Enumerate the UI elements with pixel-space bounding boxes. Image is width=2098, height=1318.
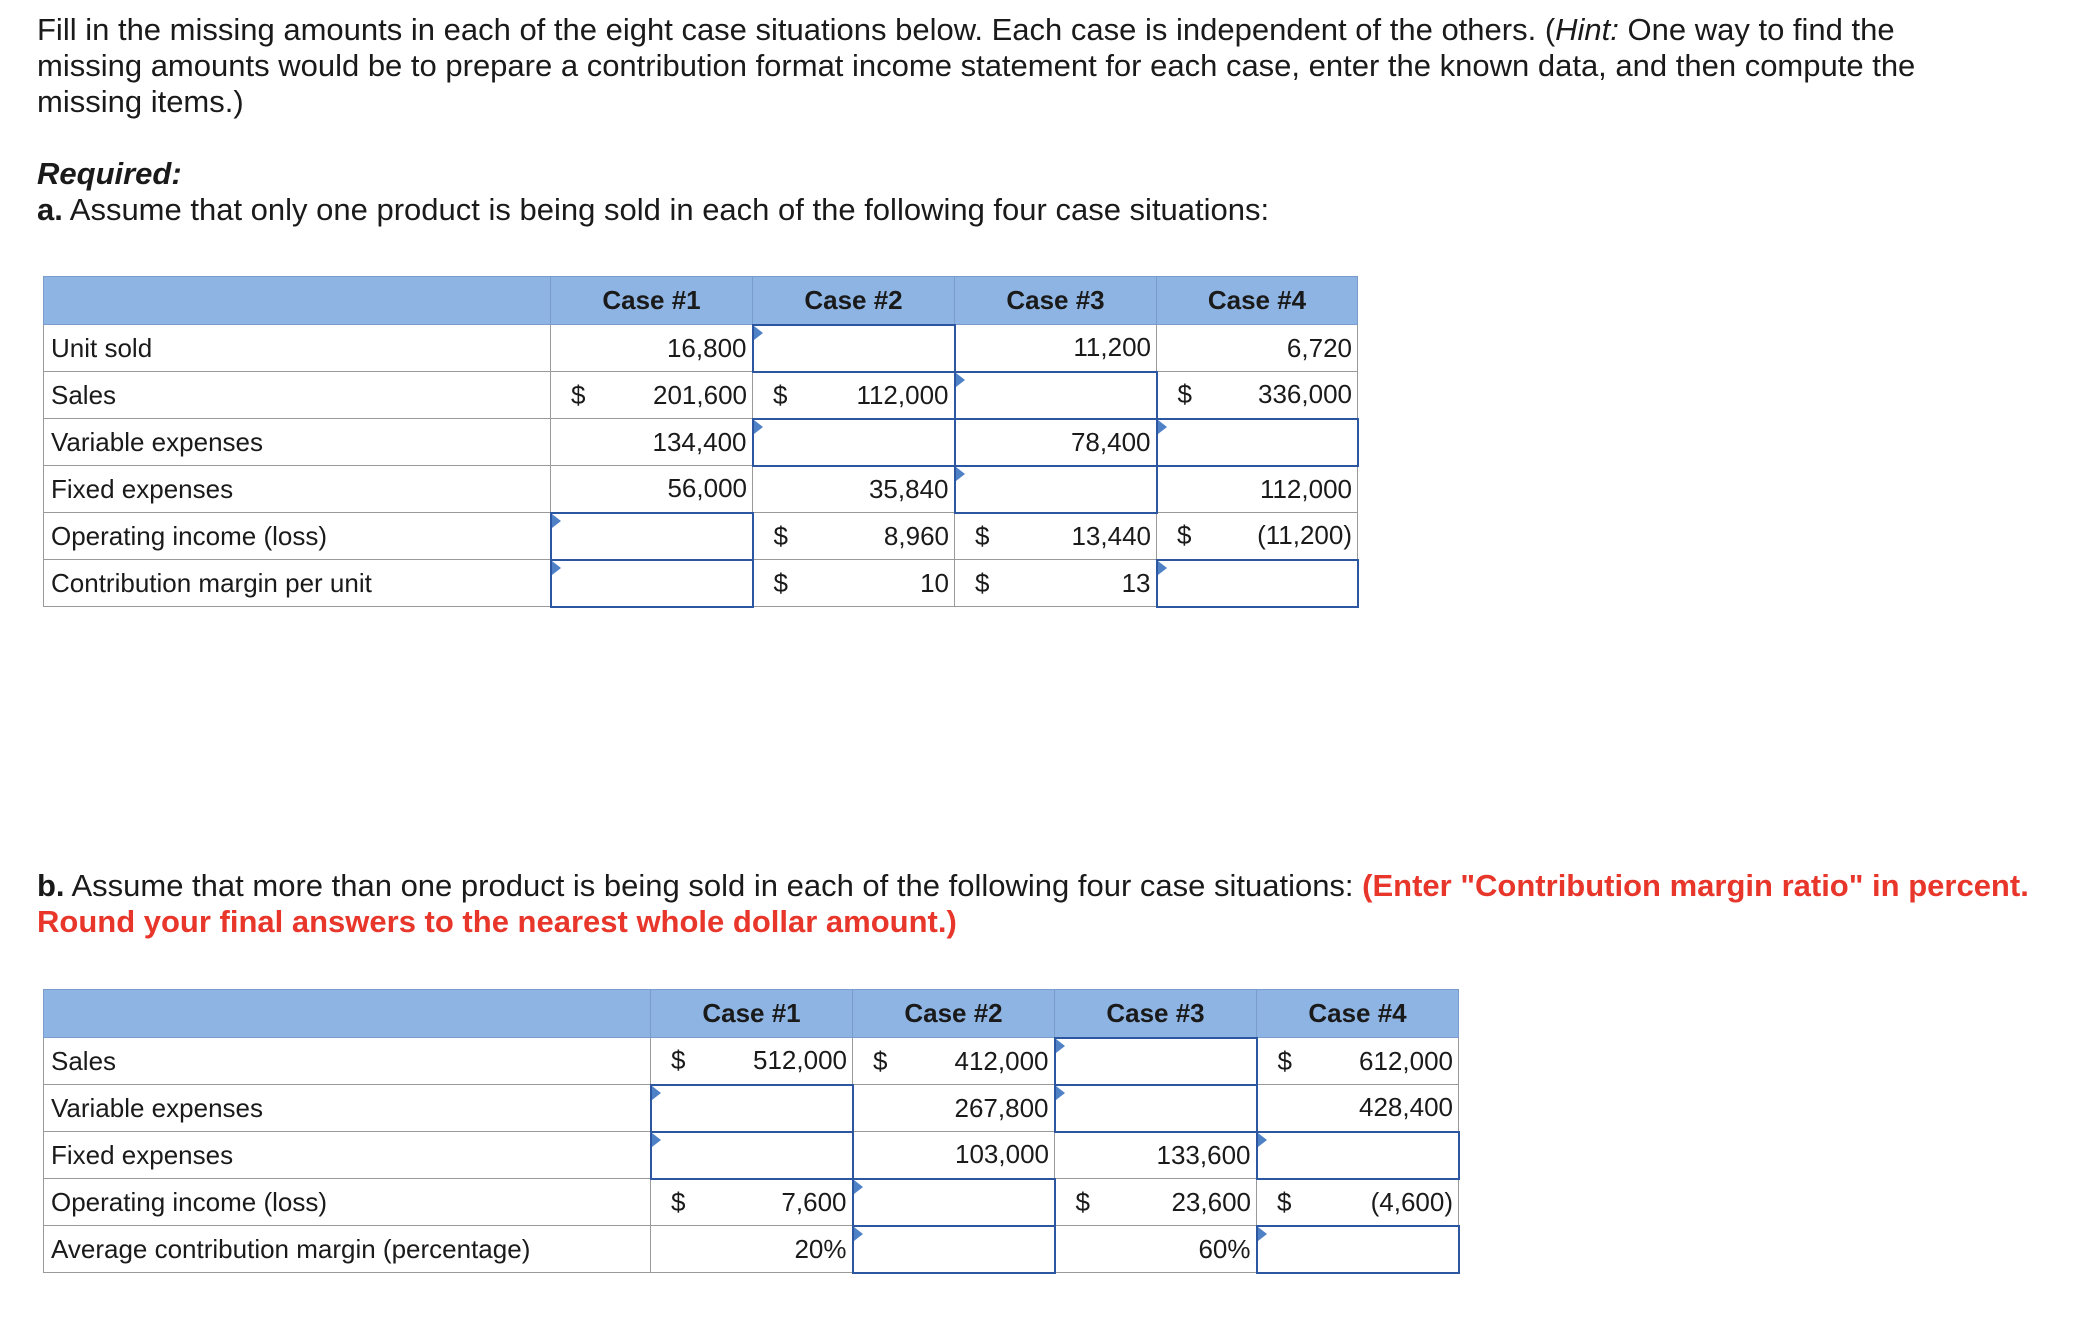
- intro-hint-text: One way to find the missing amounts would be to prepare a contribution format income statement for each case, enter the known data, and then compute the missing items.): [37, 12, 1916, 119]
- b-case-3-operating-income: 23,600: [1109, 1179, 1257, 1226]
- row-label-fixed-expenses: Fixed expenses: [44, 1132, 651, 1179]
- dollar-sign: $: [853, 1038, 907, 1085]
- b-case-4-variable-expenses: 428,400: [1257, 1085, 1459, 1132]
- dollar-sign: $: [651, 1038, 705, 1085]
- b-case-4-sales: 612,000: [1311, 1038, 1459, 1085]
- case-3-sales-input[interactable]: [955, 372, 1157, 419]
- case-2-sales: 112,000: [807, 372, 955, 419]
- case-2-variable-expenses-input[interactable]: [753, 419, 955, 466]
- case-2-cm-per-unit: 10: [807, 560, 955, 607]
- case-4-variable-expenses-input[interactable]: [1157, 419, 1358, 466]
- part-b-header-case-4: Case #4: [1257, 990, 1459, 1038]
- case-3-fixed-expenses-input[interactable]: [955, 466, 1157, 513]
- dollar-sign: $: [551, 372, 605, 419]
- case-1-sales: 201,600: [605, 372, 753, 419]
- table-row: [44, 1038, 1459, 1085]
- case-1-fixed-expenses: 56,000: [551, 466, 753, 513]
- b-case-2-operating-income-input[interactable]: [853, 1179, 1055, 1226]
- part-b-header-case-1: Case #1: [651, 990, 853, 1038]
- required-heading: Required:: [37, 156, 182, 191]
- case-4-operating-income: (11,200): [1211, 513, 1358, 560]
- b-case-1-sales: 512,000: [705, 1038, 853, 1085]
- case-2-units-sold-input[interactable]: [753, 325, 955, 372]
- table-row: [44, 560, 1358, 607]
- case-4-fixed-expenses: 112,000: [1157, 466, 1358, 513]
- part-b-header-case-3: Case #3: [1055, 990, 1257, 1038]
- case-1-cm-per-unit-input[interactable]: [551, 560, 753, 607]
- row-label-avg-cm-percentage: Average contribution margin (percentage): [44, 1226, 651, 1273]
- row-label-variable-expenses: Variable expenses: [44, 419, 551, 466]
- b-case-3-variable-expenses-input[interactable]: [1055, 1085, 1257, 1132]
- dollar-sign: $: [651, 1179, 705, 1226]
- case-3-cm-per-unit: 13: [1009, 560, 1157, 607]
- case-4-units-sold: 6,720: [1157, 325, 1358, 372]
- part-a-header-case-3: Case #3: [955, 277, 1157, 325]
- b-case-1-fixed-expenses-input[interactable]: [651, 1132, 853, 1179]
- table-row: [44, 325, 1358, 372]
- dollar-sign: $: [1257, 1179, 1311, 1226]
- b-case-2-variable-expenses: 267,800: [853, 1085, 1055, 1132]
- part-a-header-row: [44, 277, 1358, 325]
- part-b-header-row: [44, 990, 1459, 1038]
- b-case-3-avg-cm: 60%: [1055, 1226, 1257, 1273]
- part-b-letter: b.: [37, 868, 65, 903]
- table-row: [44, 513, 1358, 560]
- table-row: [44, 419, 1358, 466]
- part-a-header-blank: [44, 277, 551, 325]
- part-b-red-instruction: (Enter "Contribution margin ratio" in percent. Round your final answers to the nearest whole dollar amount.): [37, 868, 2029, 939]
- row-label-cm-per-unit: Contribution margin per unit: [44, 560, 551, 607]
- case-4-cm-per-unit-input[interactable]: [1157, 560, 1358, 607]
- case-1-operating-income-input[interactable]: [551, 513, 753, 560]
- part-a-letter: a.: [37, 192, 63, 227]
- table-row: [44, 1085, 1459, 1132]
- case-3-units-sold: 11,200: [955, 325, 1157, 372]
- b-case-4-fixed-expenses-input[interactable]: [1257, 1132, 1459, 1179]
- table-row: [44, 466, 1358, 513]
- instructions-paragraph: [37, 12, 1997, 120]
- case-2-operating-income: 8,960: [807, 513, 955, 560]
- b-case-1-avg-cm: 20%: [651, 1226, 853, 1273]
- b-case-3-fixed-expenses: 133,600: [1055, 1132, 1257, 1179]
- b-case-4-operating-income: (4,600): [1311, 1179, 1459, 1226]
- table-row: [44, 1226, 1459, 1273]
- b-case-3-sales-input[interactable]: [1055, 1038, 1257, 1085]
- case-1-units-sold: 16,800: [551, 325, 753, 372]
- b-case-4-avg-cm-input[interactable]: [1257, 1226, 1459, 1273]
- table-row: [44, 372, 1358, 419]
- hint-label: Hint:: [1555, 12, 1619, 47]
- dollar-sign: $: [1157, 372, 1211, 419]
- part-a-instructions: [37, 192, 1269, 228]
- dollar-sign: $: [753, 513, 807, 560]
- intro-text: Fill in the missing amounts in each of the eight case situations below. Each case is independent of the others. (: [37, 12, 1556, 47]
- row-label-sales: Sales: [44, 372, 551, 419]
- dollar-sign: $: [753, 560, 807, 607]
- row-label-operating-income: Operating income (loss): [44, 513, 551, 560]
- dollar-sign: $: [955, 560, 1009, 607]
- part-b-header-case-2: Case #2: [853, 990, 1055, 1038]
- dollar-sign: $: [955, 513, 1009, 560]
- part-a-header-case-1: Case #1: [551, 277, 753, 325]
- b-case-2-sales: 412,000: [907, 1038, 1055, 1085]
- dollar-sign: $: [1055, 1179, 1109, 1226]
- b-case-1-variable-expenses-input[interactable]: [651, 1085, 853, 1132]
- part-b-text: Assume that more than one product is being sold in each of the following four case situations:: [64, 868, 1363, 903]
- dollar-sign: $: [1157, 513, 1211, 560]
- part-a-table: [43, 276, 1359, 608]
- row-label-sales: Sales: [44, 1038, 651, 1085]
- part-b-table: [43, 989, 1460, 1274]
- b-case-2-avg-cm-input[interactable]: [853, 1226, 1055, 1273]
- b-case-2-fixed-expenses: 103,000: [853, 1132, 1055, 1179]
- case-3-variable-expenses: 78,400: [955, 419, 1157, 466]
- case-1-variable-expenses: 134,400: [551, 419, 753, 466]
- row-label-variable-expenses: Variable expenses: [44, 1085, 651, 1132]
- part-a-header-case-4: Case #4: [1157, 277, 1358, 325]
- part-b-instructions: [37, 868, 2037, 940]
- case-4-sales: 336,000: [1211, 372, 1358, 419]
- part-a-header-case-2: Case #2: [753, 277, 955, 325]
- part-a-text: Assume that only one product is being sold in each of the following four case situations:: [62, 192, 1270, 227]
- dollar-sign: $: [753, 372, 807, 419]
- row-label-operating-income: Operating income (loss): [44, 1179, 651, 1226]
- row-label-fixed-expenses: Fixed expenses: [44, 466, 551, 513]
- case-3-operating-income: 13,440: [1009, 513, 1157, 560]
- table-row: [44, 1179, 1459, 1226]
- case-2-fixed-expenses: 35,840: [753, 466, 955, 513]
- dollar-sign: $: [1257, 1038, 1311, 1085]
- b-case-1-operating-income: 7,600: [705, 1179, 853, 1226]
- table-row: [44, 1132, 1459, 1179]
- part-b-header-blank: [44, 990, 651, 1038]
- row-label-unit-sold: Unit sold: [44, 325, 551, 372]
